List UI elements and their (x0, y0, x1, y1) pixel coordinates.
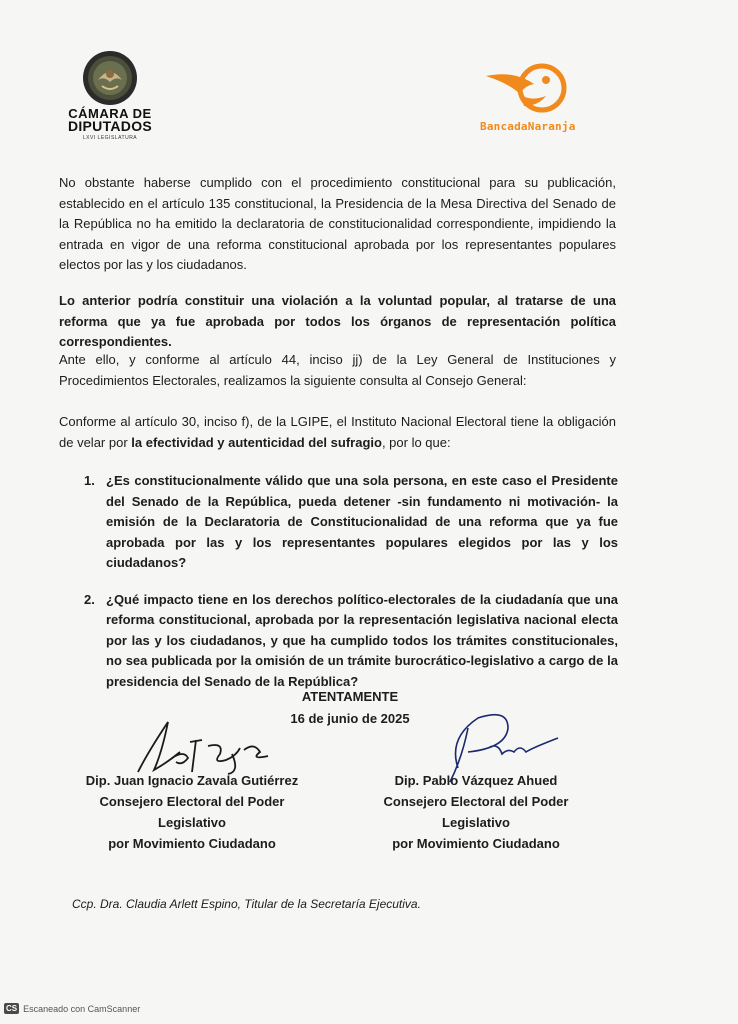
salutation: ATENTAMENTE (301, 689, 399, 704)
signatory-role: Consejero Electoral del Poder Legislativo (99, 794, 285, 830)
signatory-role: Consejero Electoral del Poder Legislativo (383, 794, 569, 830)
eagle-icon (484, 62, 574, 118)
consultation-questions (84, 471, 618, 708)
question-text: ¿Qué impacto tiene en los derechos político-electorales de la ciudadanía que una reforma constitucional, aprobada por la representación legislativa nacional electa por las y los ciudadanos, y que ha cumplido todos los trámites constitucionales, no sea publicada por la omisión de un trámite burocrático-legislativo a cargo de la presidencia del Senado de la República? (106, 591, 618, 689)
signatory-party: por Movimiento Ciudadano (392, 836, 560, 851)
paragraph-3: Ante ello, y conforme al artículo 44, inciso jj) de la Ley General de Instituciones y Procedimientos Electorales, realizamos la siguiente consulta al Consejo General: (59, 352, 616, 388)
question-number: 1. (84, 473, 95, 488)
bancada-name: BancadaNaranja (480, 120, 576, 133)
list-item (84, 590, 618, 693)
camara-name (60, 108, 160, 132)
signatory-1 (76, 770, 308, 854)
scanner-text: Escaneado con CamScanner (23, 1003, 141, 1014)
ccp-line: Ccp. Dra. Claudia Arlett Espino, Titular de la Secretaría Ejecutiva. (72, 897, 421, 911)
camara-subtitle: LXVI LEGISLATURA (82, 135, 138, 141)
list-item (84, 471, 618, 574)
bancada-naranja-logo (474, 62, 594, 142)
camara-name-line2: DIPUTADOS (67, 118, 153, 134)
paragraph-4 (59, 412, 616, 453)
camara-diputados-logo (60, 50, 170, 150)
paragraph-2: Lo anterior podría constituir una violación a la voluntad popular, al tratarse de una reforma que ya fue aprobada por todos los órganos de representación política correspondientes. (59, 293, 616, 349)
signatory-2 (350, 770, 602, 854)
scanner-watermark (4, 1003, 140, 1014)
signatory-name: Dip. Juan Ignacio Zavala Gutiérrez (85, 773, 299, 788)
paragraph-4-emphasis: la efectividad y autenticidad del sufragio (131, 434, 382, 450)
question-text: ¿Es constitucionalmente válido que una sola persona, en este caso el Presidente del Senado de la República, pueda detener -sin fundamento ni motivación- la emisión de la Declaratoria de Constitucionalidad de una reforma que ya fue aprobada por las y los representantes populares elegidos por las y los ciudadanos? (106, 473, 618, 570)
paragraph-1: No obstante haberse cumplido con el procedimiento constitucional para su publicación, establecido en el artículo 135 constitucional, la Presidencia de la Mesa Directiva del Senado de la República no ha emitido la declaratoria de constitucionalidad correspondiente, impidiendo la entrada en vigor de una reforma constitucional aprobada por los representantes populares electos por las y los ciudadanos. (59, 175, 616, 272)
document-date: 16 de junio de 2025 (290, 711, 410, 726)
paragraph-4-part-a: Conforme al artículo 30, inciso f), de la LGIPE, el Instituto Nacional Electoral tiene la obligación de velar por (59, 414, 616, 450)
signatory-party: por Movimiento Ciudadano (108, 836, 276, 851)
paragraph-4-part-c: , por lo que: (381, 434, 451, 450)
closing (250, 686, 450, 730)
signatory-name: Dip. Pablo Vázquez Ahued (394, 773, 558, 788)
seal-icon (82, 50, 138, 106)
camscanner-icon: CS (6, 1004, 18, 1013)
question-number: 2. (84, 591, 95, 607)
camara-name-line1: CÁMARA DE (68, 106, 152, 121)
